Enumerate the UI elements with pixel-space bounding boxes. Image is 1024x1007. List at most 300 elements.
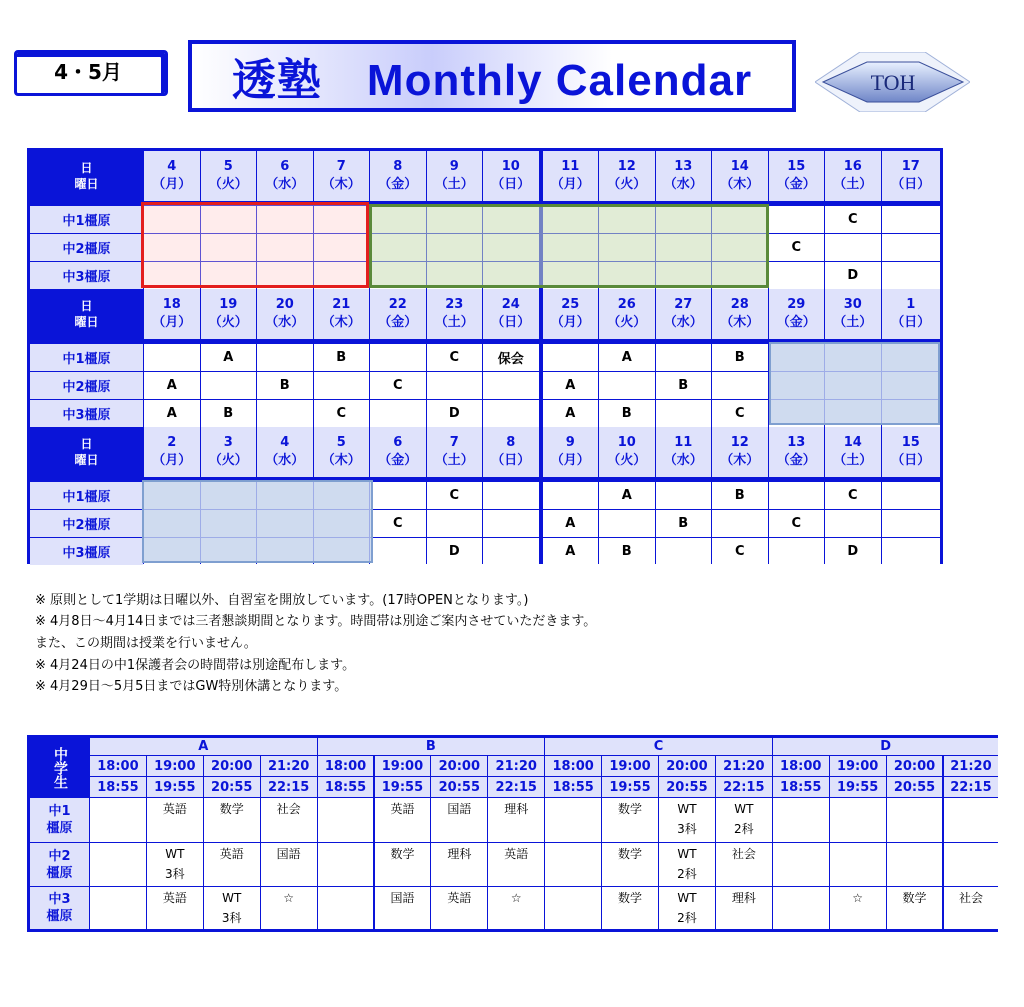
schedule-cell xyxy=(659,887,715,929)
weekday: （金） xyxy=(776,315,816,330)
end-time: 20:55 xyxy=(659,777,715,797)
start-time: 20:00 xyxy=(659,756,715,776)
subject-text: 理科 xyxy=(447,847,472,861)
schedule-cell xyxy=(887,843,943,886)
calendar-cell xyxy=(483,400,539,427)
calendar-cell xyxy=(882,482,941,509)
subject-text: 英語 xyxy=(162,891,187,905)
calendar-cell xyxy=(483,510,539,537)
schedule-cell xyxy=(90,798,146,842)
date-number: 8 xyxy=(506,435,516,450)
calendar-cell: A xyxy=(543,400,599,427)
date-number: 27 xyxy=(674,297,693,312)
weekday: （月） xyxy=(550,177,590,192)
subject-text: WT xyxy=(734,802,754,816)
calendar-row-label: 中1橿原 xyxy=(30,482,143,509)
calendar-cell xyxy=(882,206,941,233)
note-line: ※ 4月24日の中1保護者会の時間帯は別途配布します。 xyxy=(35,658,356,673)
weekday: （火） xyxy=(607,177,647,192)
weekday: （火） xyxy=(607,453,647,468)
calendar-cell: A xyxy=(599,344,655,371)
calendar-date xyxy=(825,427,881,477)
subject-text: 3科 xyxy=(221,911,242,925)
end-time: 20:55 xyxy=(887,777,943,797)
weekday: （水） xyxy=(663,453,703,468)
schedule-cell xyxy=(375,887,431,929)
subject-text: 3科 xyxy=(677,822,697,836)
calendar-cell: C xyxy=(825,482,881,509)
class-schedule-table xyxy=(27,735,998,932)
subject-text: 社会 xyxy=(731,847,756,861)
date-number: 11 xyxy=(561,159,580,174)
calendar-row-label: 中3橿原 xyxy=(30,400,143,427)
date-number: 11 xyxy=(674,435,693,450)
schedule-cell xyxy=(204,887,260,929)
calendar-date xyxy=(483,289,539,339)
calendar-date xyxy=(882,151,941,201)
schedule-cell xyxy=(488,843,544,886)
schedule-cell xyxy=(830,798,886,842)
calendar-date xyxy=(427,289,483,339)
subject-text: 理科 xyxy=(731,891,756,905)
date-number: 19 xyxy=(219,297,238,312)
subject-text: ☆ xyxy=(283,891,295,905)
start-time: 19:00 xyxy=(147,756,203,776)
end-time: 18:55 xyxy=(90,777,146,797)
schedule-corner-label xyxy=(30,738,89,797)
end-time: 19:55 xyxy=(830,777,886,797)
calendar-date xyxy=(825,151,881,201)
calendar-cell xyxy=(882,538,941,565)
weekday: （月） xyxy=(152,453,192,468)
calendar-cell: A xyxy=(599,482,655,509)
calendar-date xyxy=(201,151,257,201)
date-number: 4 xyxy=(280,435,290,450)
weekday: （月） xyxy=(152,177,192,192)
note-line: ※ 原則として1学期は日曜以外、自習室を開放しています。(17時OPENとなります。) xyxy=(35,593,529,608)
date-number: 18 xyxy=(162,297,181,312)
schedule-cell xyxy=(204,798,260,842)
date-number: 25 xyxy=(561,297,580,312)
date-number: 5 xyxy=(336,435,346,450)
weekday: （水） xyxy=(265,315,305,330)
weekday: （日） xyxy=(491,315,531,330)
weekday: （土） xyxy=(434,453,474,468)
date-number: 28 xyxy=(730,297,749,312)
subject-text: WT xyxy=(677,802,697,816)
weekday: （金） xyxy=(378,315,418,330)
end-time: 22:15 xyxy=(716,777,772,797)
weekday: （月） xyxy=(550,315,590,330)
start-time: 21:20 xyxy=(488,756,544,776)
calendar-date xyxy=(427,427,483,477)
row-label-part: 橿原 xyxy=(46,865,73,881)
start-time: 18:00 xyxy=(773,756,829,776)
interview-period-overlay xyxy=(369,204,769,288)
calendar-cell xyxy=(882,262,941,289)
date-number: 3 xyxy=(223,435,233,450)
calendar-cell xyxy=(370,344,426,371)
calendar-date xyxy=(144,151,200,201)
subject-text: 国語 xyxy=(390,891,415,905)
calendar-date xyxy=(257,151,313,201)
calendar-date xyxy=(370,151,426,201)
calendar-cell: B xyxy=(599,538,655,565)
weekday: （水） xyxy=(663,315,703,330)
calendar-cell: A xyxy=(543,372,599,399)
schedule-cell xyxy=(545,887,601,929)
schedule-cell xyxy=(90,887,146,929)
start-time: 20:00 xyxy=(204,756,260,776)
schedule-cell xyxy=(375,843,431,886)
calendar-row-label: 中3橿原 xyxy=(30,262,143,289)
weekday: （火） xyxy=(607,315,647,330)
calendar-cell xyxy=(543,344,599,371)
subject-text: 英語 xyxy=(504,847,529,861)
calendar-date xyxy=(543,151,599,201)
date-number: 13 xyxy=(674,159,693,174)
note-line: ※ 4月8日～4月14日までは三者懇談期間となります。時間帯は別途ご案内させていただきます。 xyxy=(35,614,597,629)
date-number: 29 xyxy=(787,297,806,312)
weekday: （木） xyxy=(321,453,361,468)
schedule-cell xyxy=(147,798,203,842)
end-time: 20:55 xyxy=(204,777,260,797)
calendar-cell xyxy=(483,482,539,509)
start-time: 19:00 xyxy=(830,756,886,776)
subject-text: WT xyxy=(677,847,697,861)
start-time: 21:20 xyxy=(944,756,999,776)
calendar-date xyxy=(543,427,599,477)
subject-text: 数学 xyxy=(390,847,415,861)
spring-special-schedule-overlay xyxy=(141,202,369,288)
toh-logo xyxy=(815,52,970,112)
row-label-part: 橿原 xyxy=(46,909,73,924)
calendar-date xyxy=(483,427,539,477)
date-number: 30 xyxy=(843,297,862,312)
date-number: 21 xyxy=(332,297,351,312)
weekday: （木） xyxy=(321,315,361,330)
date-number: 1 xyxy=(906,297,916,312)
calendar-cell xyxy=(769,482,825,509)
weekday: （日） xyxy=(491,177,531,192)
calendar-cell xyxy=(201,372,257,399)
calendar-cell xyxy=(483,538,539,565)
calendar-cell xyxy=(882,234,941,261)
calendar-date xyxy=(370,427,426,477)
weekday: （木） xyxy=(720,453,760,468)
calendar-cell: A xyxy=(144,372,200,399)
calendar-date xyxy=(769,427,825,477)
calendar-cell xyxy=(257,400,313,427)
date-number: 14 xyxy=(843,435,862,450)
schedule-group-header: B xyxy=(318,738,545,755)
schedule-cell xyxy=(716,887,772,929)
schedule-cell xyxy=(659,798,715,842)
calendar-date xyxy=(314,151,370,201)
calendar-cell: A xyxy=(144,400,200,427)
weekday: （月） xyxy=(550,453,590,468)
header-weekday-label: 曜日 xyxy=(74,315,99,329)
calendar-cell xyxy=(370,482,426,509)
calendar-row-label: 中2橿原 xyxy=(30,510,143,537)
calendar-row-label: 中1橿原 xyxy=(30,206,143,233)
schedule-cell xyxy=(488,798,544,842)
row-label-part: 橿原 xyxy=(46,821,73,836)
weekday: （金） xyxy=(378,177,418,192)
calendar-date xyxy=(543,289,599,339)
header-weekday-label: 曜日 xyxy=(74,453,99,467)
date-number: 14 xyxy=(730,159,749,174)
subject-text: 国語 xyxy=(447,802,472,816)
calendar-date xyxy=(769,289,825,339)
schedule-cell xyxy=(716,798,772,842)
calendar-cell: C xyxy=(712,538,768,565)
title-banner xyxy=(188,40,796,112)
subject-text: 数学 xyxy=(618,847,643,861)
subject-text: 英語 xyxy=(390,802,415,816)
schedule-row-label xyxy=(30,798,89,842)
page-title: 透塾 Monthly Calendar xyxy=(231,56,753,105)
schedule-cell xyxy=(830,887,886,929)
calendar-date xyxy=(257,427,313,477)
schedule-cell xyxy=(773,887,829,929)
month-label: 4・5月 xyxy=(54,59,122,84)
schedule-cell xyxy=(318,887,374,929)
end-time: 22:15 xyxy=(488,777,544,797)
calendar-cell xyxy=(769,206,825,233)
schedule-cell xyxy=(147,887,203,929)
date-number: 20 xyxy=(275,297,294,312)
weekday: （火） xyxy=(208,315,248,330)
calendar-cell: B xyxy=(712,344,768,371)
subject-text: WT xyxy=(677,891,697,905)
date-number: 10 xyxy=(501,159,520,174)
date-number: 13 xyxy=(787,435,806,450)
calendar-cell xyxy=(314,372,370,399)
schedule-cell xyxy=(887,887,943,929)
end-time: 20:55 xyxy=(431,777,487,797)
calendar-cell xyxy=(825,510,881,537)
schedule-cell xyxy=(318,843,374,886)
start-time: 18:00 xyxy=(90,756,146,776)
calendar-date xyxy=(257,289,313,339)
calendar-cell xyxy=(370,400,426,427)
calendar-date xyxy=(144,289,200,339)
calendar-cell: C xyxy=(314,400,370,427)
calendar-cell: D xyxy=(825,262,881,289)
subject-text: ☆ xyxy=(510,891,522,905)
calendar-header-label xyxy=(30,151,143,201)
schedule-cell xyxy=(318,798,374,842)
weekday: （月） xyxy=(152,315,192,330)
schedule-cell xyxy=(773,843,829,886)
end-time: 19:55 xyxy=(375,777,431,797)
subject-text: 数学 xyxy=(618,802,643,816)
subject-text: 2科 xyxy=(677,911,697,925)
schedule-cell xyxy=(261,887,317,929)
date-number: 6 xyxy=(280,159,290,174)
calendar-cell xyxy=(370,538,426,565)
schedule-cell xyxy=(147,843,203,886)
corner-text: 中学生 xyxy=(52,746,68,789)
calendar-cell xyxy=(656,482,712,509)
date-number: 9 xyxy=(565,435,575,450)
schedule-cell xyxy=(830,843,886,886)
start-time: 21:20 xyxy=(261,756,317,776)
calendar-cell: D xyxy=(427,400,483,427)
start-time: 20:00 xyxy=(431,756,487,776)
calendar-cell xyxy=(769,262,825,289)
calendar-cell: D xyxy=(825,538,881,565)
weekday: （土） xyxy=(833,453,873,468)
subject-text: 数学 xyxy=(902,891,927,905)
schedule-cell xyxy=(375,798,431,842)
weekday: （木） xyxy=(720,315,760,330)
weekday: （火） xyxy=(208,177,248,192)
calendar-date xyxy=(370,289,426,339)
subject-text: 理科 xyxy=(504,802,529,816)
subject-text: WT xyxy=(222,891,242,905)
calendar-header-label xyxy=(30,427,143,477)
calendar-cell: 保会 xyxy=(483,344,539,371)
subject-text: 国語 xyxy=(276,847,301,861)
date-number: 7 xyxy=(449,435,459,450)
calendar-date xyxy=(314,427,370,477)
subject-text: 英語 xyxy=(447,891,472,905)
calendar-cell xyxy=(144,344,200,371)
calendar-row-label: 中3橿原 xyxy=(30,538,143,565)
calendar-cell xyxy=(769,538,825,565)
calendar-date xyxy=(656,289,712,339)
header-day-label: 日 xyxy=(80,299,93,313)
calendar-row-label: 中2橿原 xyxy=(30,234,143,261)
calendar-date xyxy=(201,289,257,339)
weekday: （土） xyxy=(833,315,873,330)
schedule-cell xyxy=(488,887,544,929)
calendar-date xyxy=(712,427,768,477)
start-time: 19:00 xyxy=(602,756,658,776)
schedule-group-header: A xyxy=(90,738,317,755)
calendar-row-label: 中2橿原 xyxy=(30,372,143,399)
schedule-cell xyxy=(944,887,999,929)
end-time: 19:55 xyxy=(602,777,658,797)
subject-text: ☆ xyxy=(852,891,864,905)
schedule-cell xyxy=(602,798,658,842)
subject-text: 2科 xyxy=(734,822,754,836)
calendar-cell: B xyxy=(712,482,768,509)
end-time: 18:55 xyxy=(773,777,829,797)
calendar-date xyxy=(712,289,768,339)
calendar-date xyxy=(599,151,655,201)
weekday: （金） xyxy=(378,453,418,468)
row-label-part: 中3 xyxy=(48,892,71,907)
weekday: （日） xyxy=(491,453,531,468)
row-label-part: 中2 xyxy=(48,848,71,864)
calendar-cell xyxy=(656,538,712,565)
date-number: 23 xyxy=(445,297,464,312)
schedule-cell xyxy=(659,843,715,886)
schedule-cell xyxy=(431,887,487,929)
calendar-cell xyxy=(656,344,712,371)
schedule-cell xyxy=(716,843,772,886)
calendar-date xyxy=(882,427,941,477)
schedule-cell xyxy=(90,843,146,886)
date-number: 22 xyxy=(388,297,407,312)
start-time: 21:20 xyxy=(716,756,772,776)
subject-text: 英語 xyxy=(219,847,244,861)
calendar-cell: B xyxy=(599,400,655,427)
calendar-date xyxy=(656,151,712,201)
weekday: （水） xyxy=(265,177,305,192)
weekday: （日） xyxy=(891,453,931,468)
calendar-cell: C xyxy=(427,344,483,371)
weekday: （木） xyxy=(321,177,361,192)
schedule-group-header: C xyxy=(545,738,772,755)
calendar-cell xyxy=(656,400,712,427)
subject-text: 数学 xyxy=(219,802,244,816)
calendar-date xyxy=(769,151,825,201)
calendar-date xyxy=(656,427,712,477)
calendar-cell xyxy=(599,372,655,399)
calendar-cell xyxy=(882,510,941,537)
calendar-cell xyxy=(427,510,483,537)
monthly-calendar xyxy=(27,148,943,564)
calendar-date xyxy=(599,427,655,477)
calendar-cell: B xyxy=(257,372,313,399)
subject-text: 数学 xyxy=(618,891,643,905)
note-line: ※ 4月29日～5月5日まではGW特別休講となります。 xyxy=(35,679,348,694)
calendar-cell: A xyxy=(543,510,599,537)
schedule-cell xyxy=(887,798,943,842)
date-number: 7 xyxy=(336,159,346,174)
date-number: 24 xyxy=(501,297,520,312)
header-day-label: 日 xyxy=(80,437,93,451)
calendar-cell: C xyxy=(370,510,426,537)
calendar-date xyxy=(712,151,768,201)
subject-text: 社会 xyxy=(276,802,301,816)
date-number: 5 xyxy=(223,159,233,174)
date-number: 10 xyxy=(617,435,636,450)
end-time: 18:55 xyxy=(545,777,601,797)
gw-holiday-overlay-small xyxy=(769,342,940,425)
start-time: 18:00 xyxy=(318,756,374,776)
calendar-date xyxy=(314,289,370,339)
calendar-header-label xyxy=(30,289,143,339)
date-number: 12 xyxy=(617,159,636,174)
calendar-cell xyxy=(712,372,768,399)
weekday: （金） xyxy=(776,177,816,192)
weekday: （水） xyxy=(663,177,703,192)
date-number: 15 xyxy=(901,435,920,450)
weekday: （土） xyxy=(833,177,873,192)
schedule-cell xyxy=(431,798,487,842)
weekday: （火） xyxy=(208,453,248,468)
calendar-cell: D xyxy=(427,538,483,565)
gw-holiday-overlay-large xyxy=(142,480,373,563)
schedule-cell xyxy=(545,843,601,886)
weekday: （土） xyxy=(434,315,474,330)
end-time: 22:15 xyxy=(261,777,317,797)
calendar-cell xyxy=(712,510,768,537)
calendar-cell xyxy=(257,344,313,371)
calendar-cell: B xyxy=(314,344,370,371)
calendar-date xyxy=(825,289,881,339)
schedule-row-label xyxy=(30,843,89,886)
calendar-cell: C xyxy=(712,400,768,427)
date-number: 12 xyxy=(730,435,749,450)
start-time: 19:00 xyxy=(375,756,431,776)
schedule-cell xyxy=(261,843,317,886)
